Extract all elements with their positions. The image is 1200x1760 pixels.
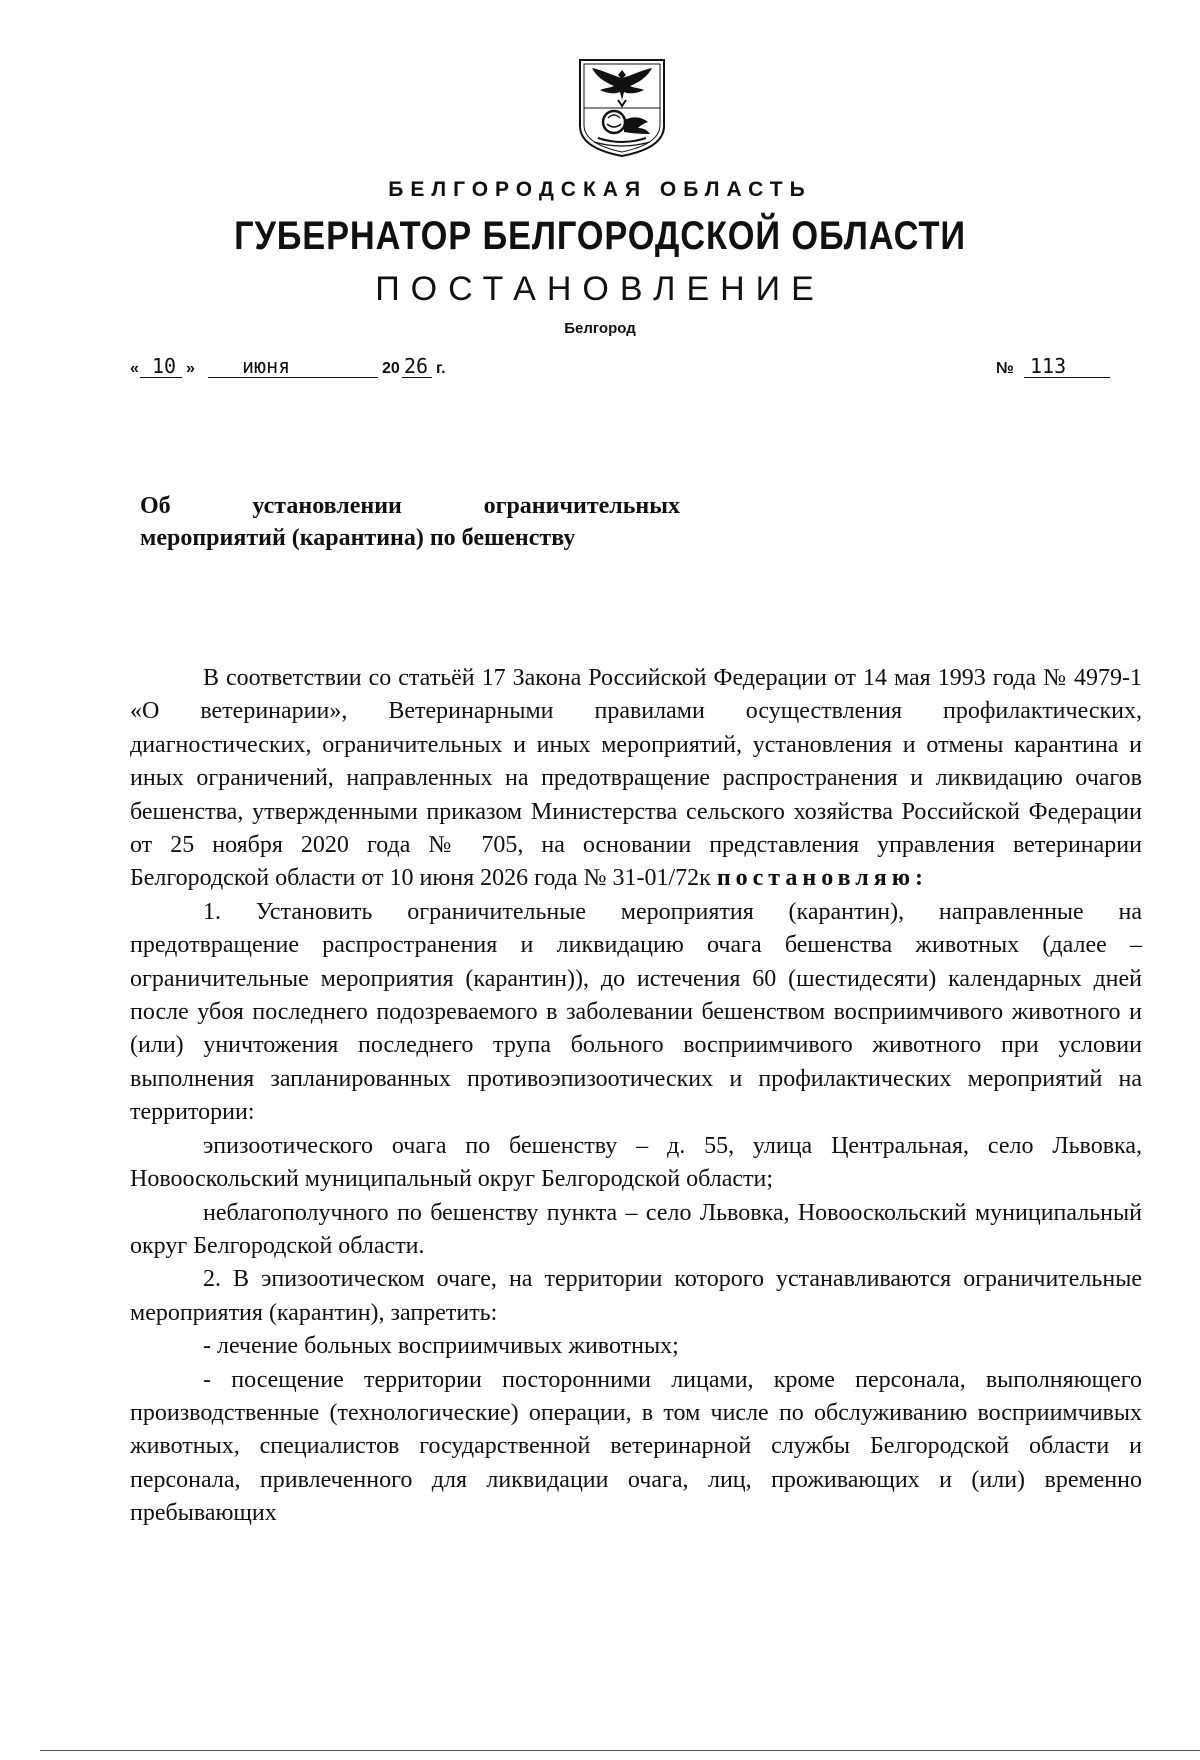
preamble-text: В соответствии со статьёй 17 Закона Российской Федерации от 14 мая 1993 года № 4979-1 «О ветеринарии», Ветеринарными правилами осуществления профилактических, диагностических, ограничительных и иных мероприятий, установления и отмены карантина и иных ограничений, направленных на предотвращение распространения и ликвидацию очагов бешенства, утвержденными приказом Министерства сельского хозяйства Российской Федерации от 25 ноября 2020 года № 705, на основании представления управления ветеринарии Белгородской области от 10 июня 2026 года № 31-01/72к bbox=[130, 665, 1142, 892]
document-body bbox=[130, 662, 1142, 1531]
quote-close: » bbox=[186, 360, 195, 377]
document-number: 113 bbox=[1030, 354, 1067, 378]
clause-2-paragraph: 2. В эпизоотическом очаге, на территории которого устанавливаются ограничительные мероприятия (карантин), запретить: bbox=[130, 1266, 1142, 1326]
number-underline bbox=[1024, 377, 1110, 378]
decree-word: постановляю: bbox=[716, 865, 929, 892]
year-underline bbox=[402, 377, 432, 378]
quote-open: « bbox=[130, 360, 139, 377]
clause-1-paragraph: 1. Установить ограничительные мероприятия (карантин), направленные на предотвращение распространения и ликвидацию очага бешенства животных (далее – ограничительные мероприятия (карантин)), до истечения 60 (шестидесяти) календарных дней после убоя последнего подозреваемого в заболевании бешенством восприимчивого животного и (или) уничтожения последнего трупа больного восприимчивого животного при условии выполнения запланированных противоэпизоотических и профилактических мероприятий на территории: bbox=[130, 898, 1142, 1126]
date-month: июня bbox=[242, 354, 291, 378]
year-unit: г. bbox=[436, 360, 446, 377]
month-underline bbox=[208, 377, 378, 378]
clause-1-point-paragraph: неблагополучного по бешенству пункта – село Львовка, Новооскольский муниципальный округ Белгородской области. bbox=[130, 1199, 1142, 1259]
region-name: БЕЛГОРОДСКАЯ ОБЛАСТЬ bbox=[388, 178, 812, 201]
day-underline bbox=[140, 377, 182, 378]
number-label: № bbox=[996, 360, 1014, 377]
year-suffix: 26 bbox=[404, 354, 429, 378]
governor-heading: ГУБЕРНАТОР БЕЛГОРОДСКОЙ ОБЛАСТИ bbox=[234, 214, 966, 258]
document-title bbox=[140, 490, 680, 554]
page-bottom-edge bbox=[40, 1750, 1200, 1751]
preamble-paragraph bbox=[130, 662, 1142, 896]
clause-2-item-1: - лечение больных восприимчивых животных; bbox=[203, 1333, 679, 1360]
clause-1-focus-paragraph: эпизоотического очага по бешенству – д. 55, улица Центральная, село Львовка, Новооскольский муниципальный округ Белгородской области; bbox=[130, 1132, 1142, 1193]
city-name: Белгород bbox=[564, 320, 636, 337]
title-line-1: Об установлении ограничительных bbox=[140, 493, 680, 519]
clause-2-item-2: - посещение территории посторонними лицами, кроме персонала, выполняющего производственные (технологические) операции, в том числе по обслуживанию восприимчивых животных, специалистов государственной ветеринарной службы Белгородской области и персонала, привлеченного для ликвидации очага, лиц, проживающих и (или) временно пребывающих bbox=[130, 1366, 1142, 1527]
title-line-2: мероприятий (карантина) по бешенству bbox=[140, 525, 576, 551]
date-day: 10 bbox=[152, 354, 177, 378]
coat-of-arms-icon bbox=[574, 56, 670, 160]
document-type: ПОСТАНОВЛЕНИЕ bbox=[375, 270, 825, 308]
year-prefix: 20 bbox=[382, 360, 400, 377]
date-number-line bbox=[130, 350, 1110, 384]
